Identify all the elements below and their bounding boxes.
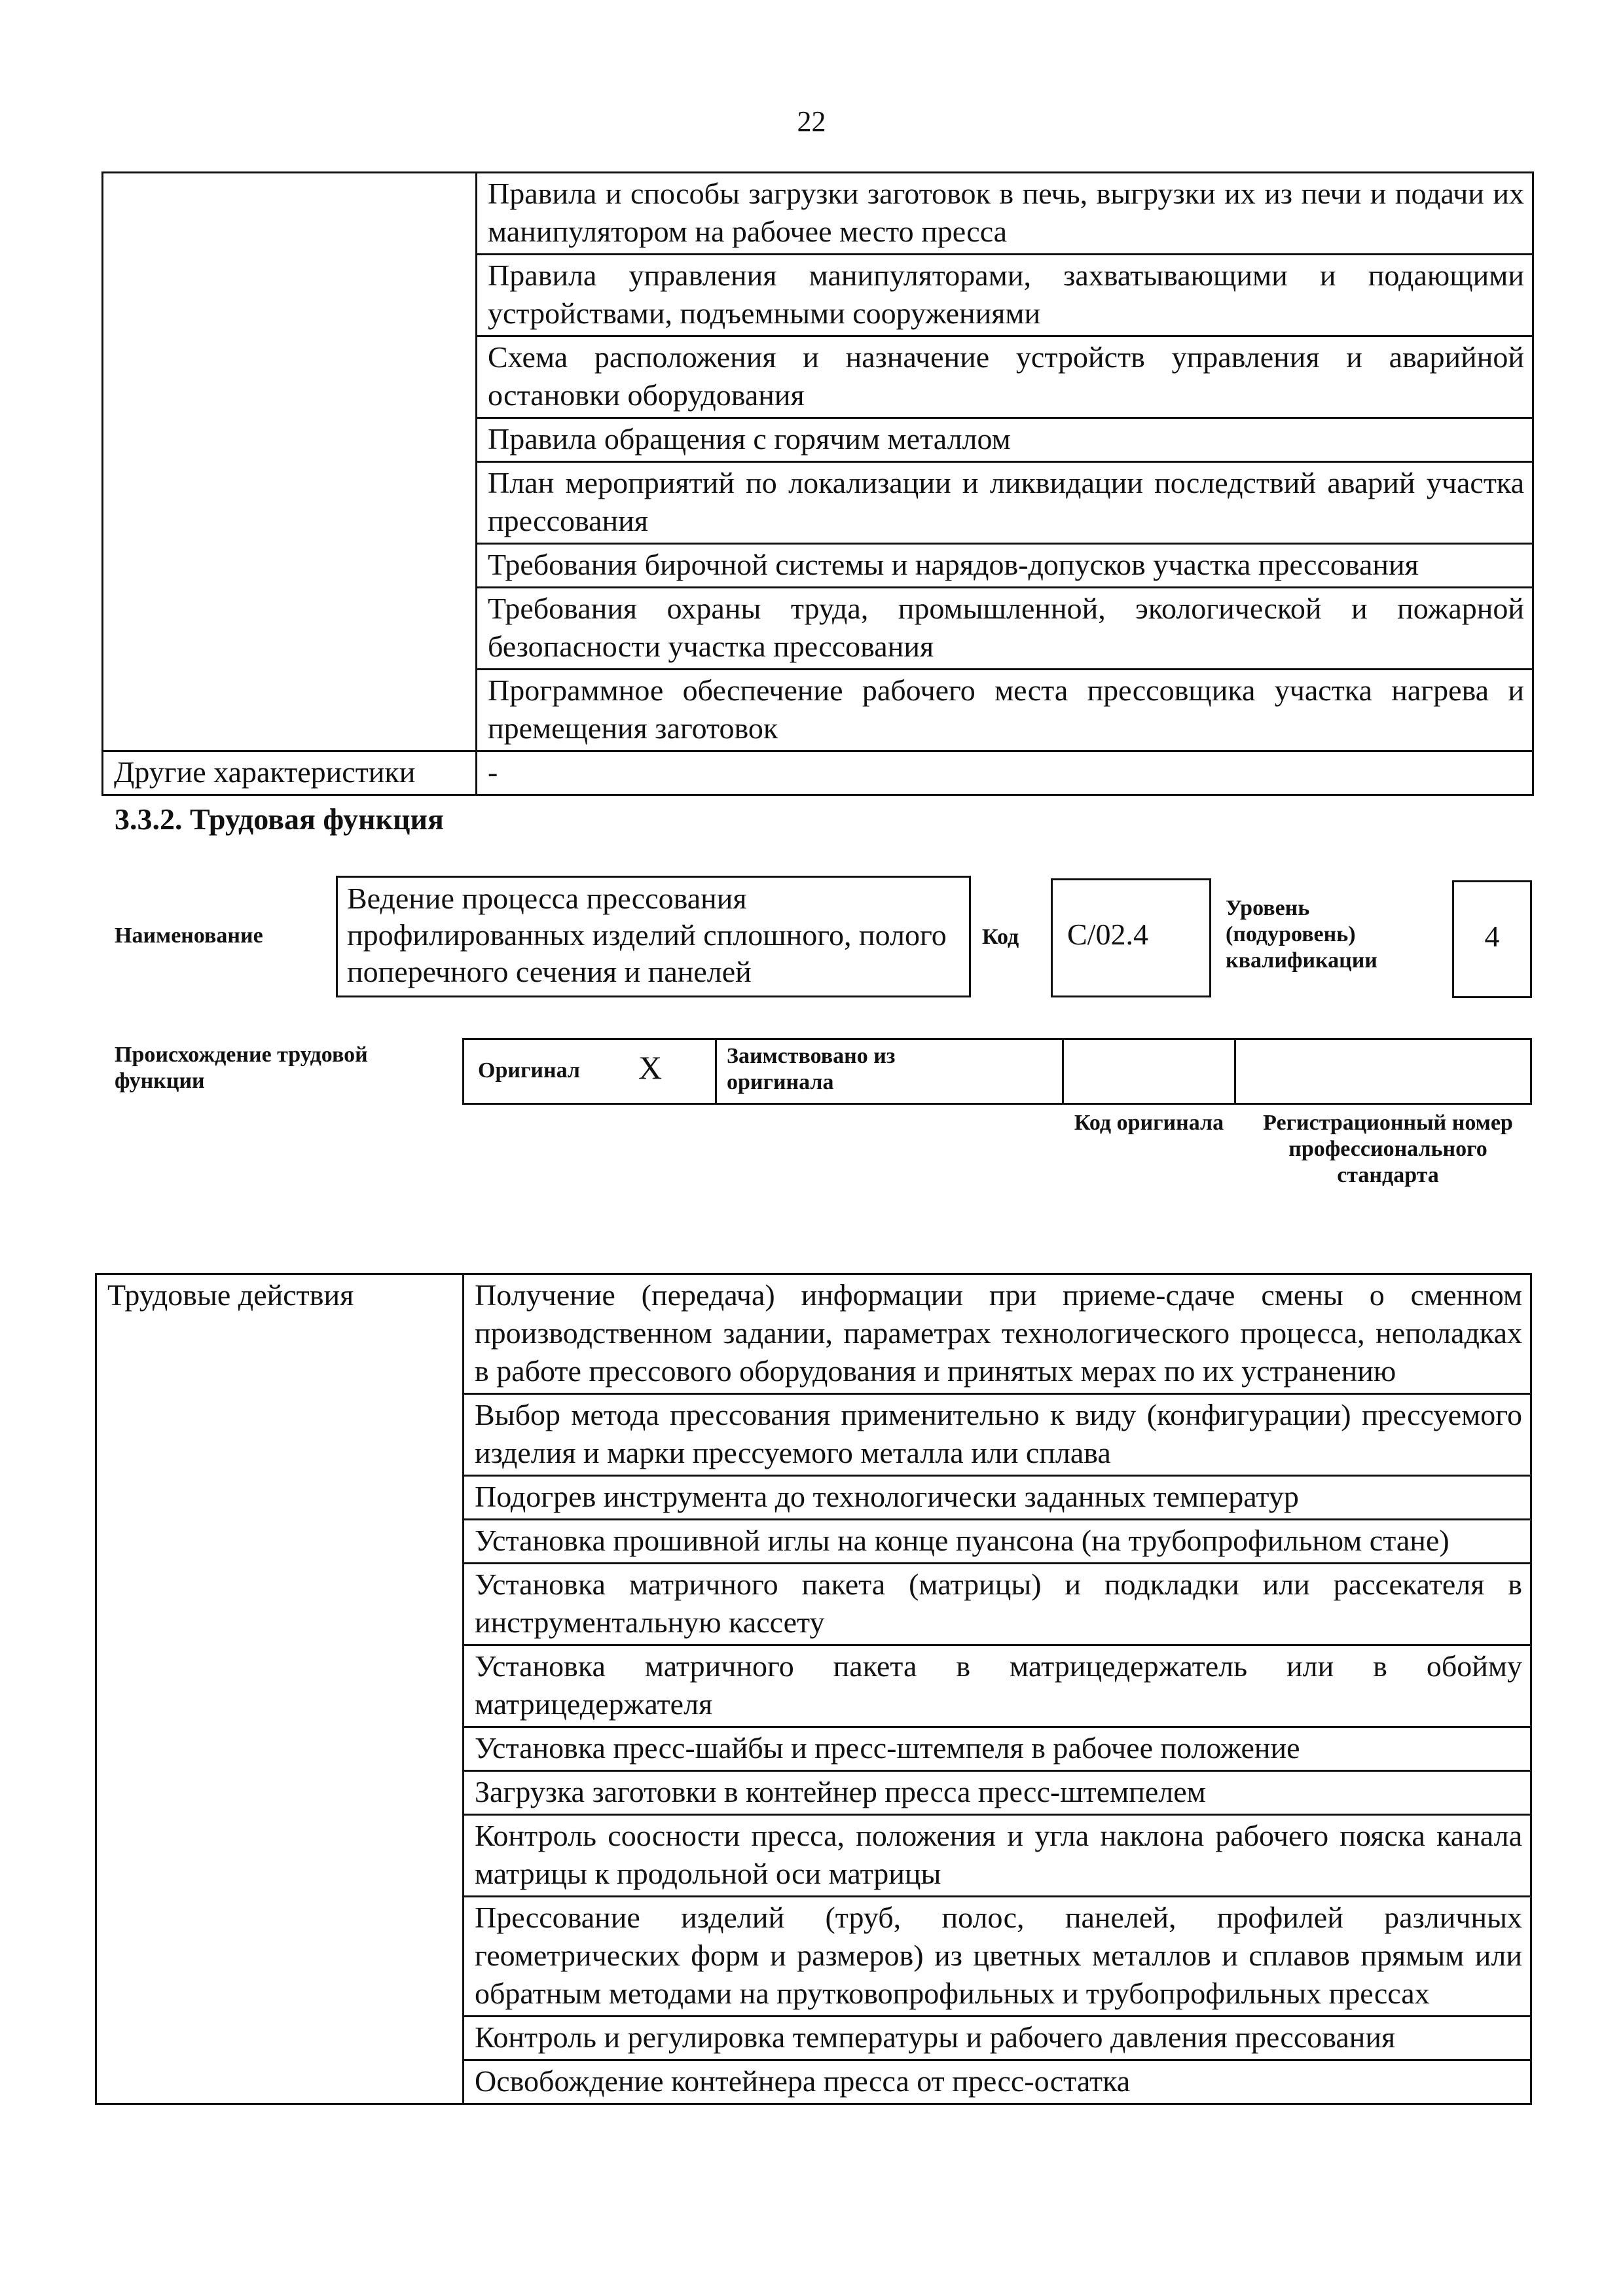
table-row: Получение (передача) информации при приеме-сдаче смены о сменном производственном задании, параметрах технологического процесса, неполадках в работе прессового оборудования и принятых мерах по их устранению [464, 1274, 1531, 1394]
table-row: Программное обеспечение рабочего места прессовщика участка нагрева и премещения заготовок [477, 670, 1533, 751]
knowledge-label-cell [103, 173, 477, 751]
function-name-box [336, 876, 971, 997]
table-row: Выбор метода прессования применительно к виду (конфигурации) прессуемого изделия и марки прессуемого металла или сплава [464, 1394, 1531, 1476]
other-characteristics-label: Другие характеристики [103, 751, 477, 795]
divider [1062, 1038, 1064, 1105]
borrowed-label: Заимствовано из оригинала [727, 1044, 896, 1094]
level-value: 4 [1484, 920, 1500, 953]
divider [715, 1038, 717, 1105]
page-number: 22 [797, 105, 826, 137]
table-row: Установка прошивной иглы на конце пуансона (на трубопрофильном стане) [464, 1520, 1531, 1564]
table-row: Контроль соосности пресса, положения и угла наклона рабочего пояска канала матрицы к продольной оси матрицы [464, 1815, 1531, 1897]
code-label: Код [982, 925, 1019, 949]
table-row: Контроль и регулировка температуры и рабочего давления прессования [464, 2017, 1531, 2060]
labor-actions-table [95, 1273, 1532, 2105]
table-row: Правила и способы загрузки заготовок в печь, выгрузки их из печи и подачи их манипулятором на рабочее место пресса [477, 173, 1533, 255]
name-label: Наименование [115, 924, 263, 948]
table-row: Подогрев инструмента до технологически заданных температур [464, 1476, 1531, 1520]
origin-label: Происхождение трудовой функции [115, 1043, 368, 1093]
labor-actions-label: Трудовые действия [96, 1274, 464, 2104]
code-caption: Код оригинала [1074, 1111, 1224, 1135]
original-label: Оригинал [478, 1058, 580, 1083]
table-row: Загрузка заготовки в контейнер пресса пресс-штемпелем [464, 1771, 1531, 1815]
table-row: Требования охраны труда, промышленной, экологической и пожарной безопасности участка прессования [477, 588, 1533, 670]
function-name: Ведение процесса прессования профилированных изделий сплошного, полого поперечного сечения и панелей [347, 882, 947, 988]
table-row: Правила управления манипуляторами, захватывающими и подающими устройствами, подъемными сооружениями [477, 255, 1533, 336]
table-row: Установка пресс-шайбы и пресс-штемпеля в рабочее положение [464, 1727, 1531, 1771]
code-value: C/02.4 [1067, 918, 1148, 951]
level-label: Уровень (подуровень) квалификации [1226, 896, 1377, 973]
table-row: Схема расположения и назначение устройств управления и аварийной остановки оборудования [477, 336, 1533, 418]
table-row: План мероприятий по локализации и ликвидации последствий аварий участка прессования [477, 462, 1533, 544]
knowledge-table [101, 171, 1534, 796]
section-title: 3.3.2. Трудовая функция [115, 802, 444, 836]
table-row: Установка матричного пакета в матрицедержатель или в обойму матрицедержателя [464, 1645, 1531, 1727]
table-row: Правила обращения с горячим металлом [477, 418, 1533, 462]
reg-caption: Регистрационный номер профессионального стандарта [1263, 1111, 1513, 1187]
table-row: Освобождение контейнера пресса от пресс-остатка [464, 2060, 1531, 2104]
other-characteristics-value: - [477, 751, 1533, 795]
origin-row [462, 1038, 1532, 1105]
divider [1234, 1038, 1236, 1105]
table-row: Прессование изделий (труб, полос, панелей, профилей различных геометрических форм и размеров) из цветных металлов и сплавов прямым или обратным методами на прутковопрофильных и трубопрофильных прессах [464, 1897, 1531, 2017]
level-box [1452, 880, 1532, 998]
table-row: Установка матричного пакета (матрицы) и подкладки или рассекателя в инструментальную кассету [464, 1564, 1531, 1645]
table-row: Требования бирочной системы и нарядов-допусков участка прессования [477, 544, 1533, 588]
original-mark: X [638, 1049, 663, 1086]
code-box [1051, 878, 1211, 997]
